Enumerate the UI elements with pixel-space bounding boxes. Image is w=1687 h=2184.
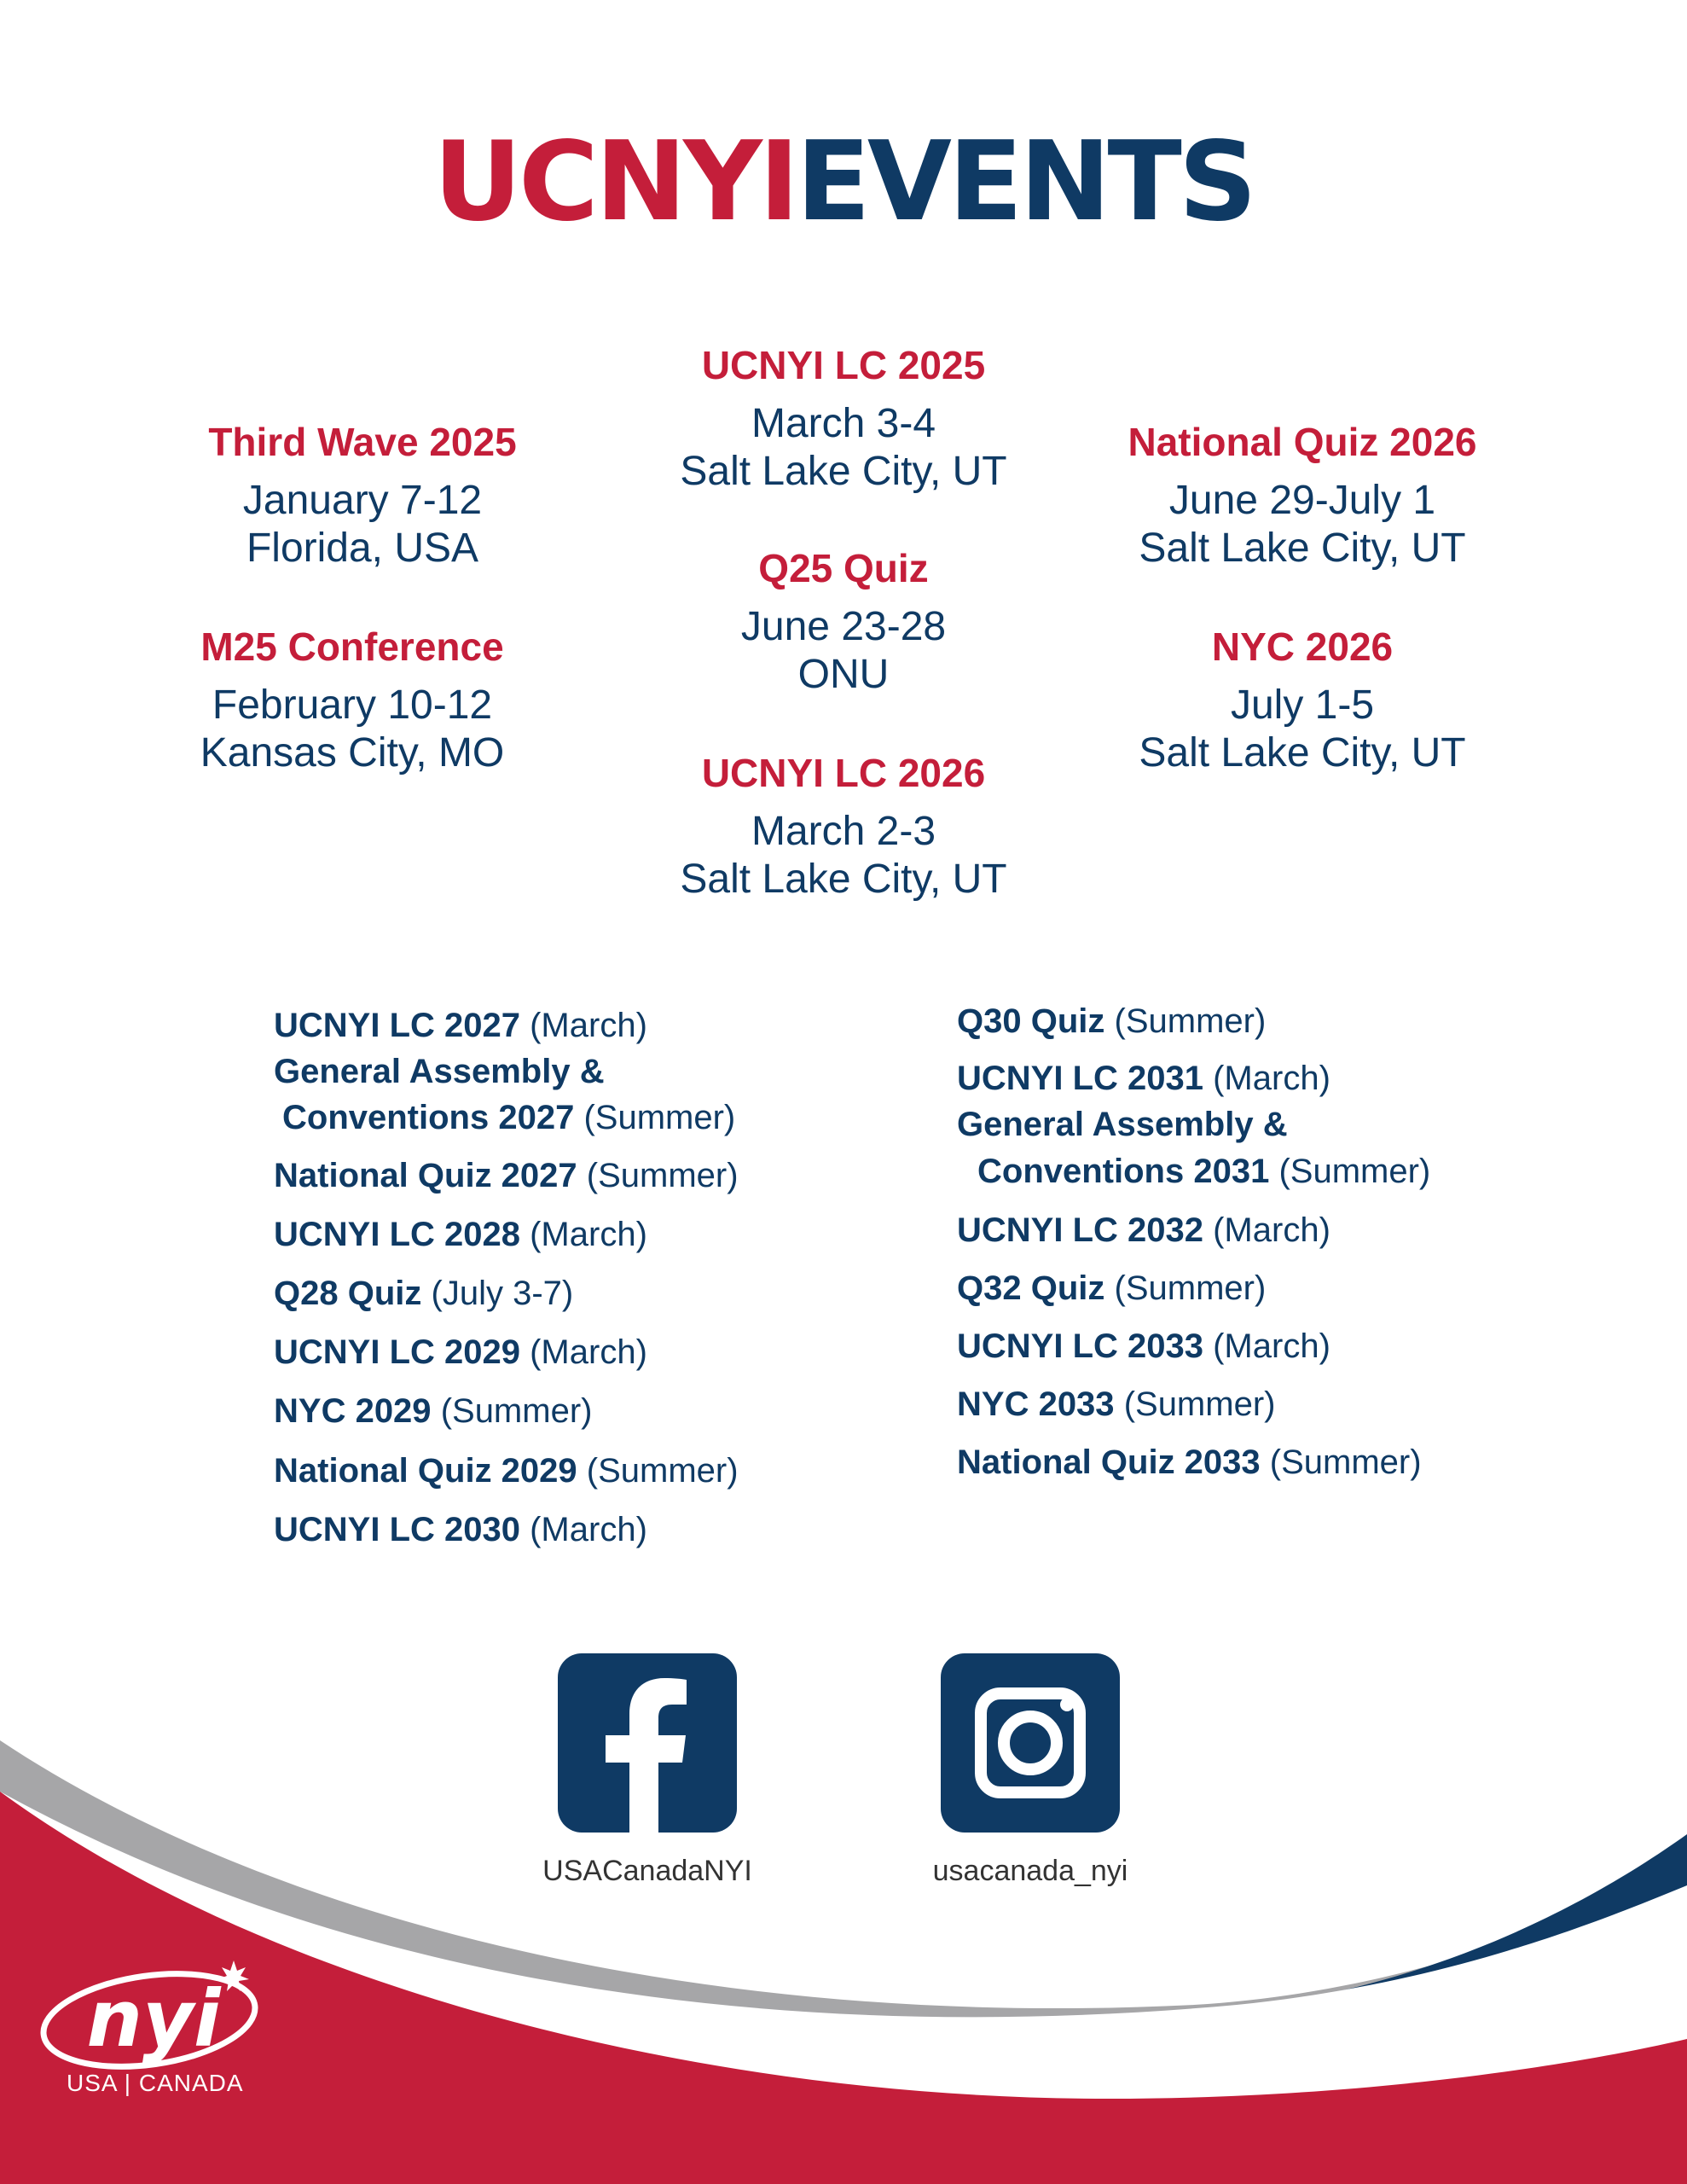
event-name: UCNYI LC 2025: [701, 343, 986, 387]
list-item: National Quiz 2033 (Summer): [957, 1443, 1422, 1481]
event-nyc-2026: [1038, 624, 1567, 777]
list-item: UCNYI LC 2028 (March): [274, 1216, 647, 1253]
list-item: UCNYI LC 2032 (March): [957, 1211, 1330, 1249]
event-location: Salt Lake City, UT: [1139, 526, 1466, 571]
event-name: Q25 Quiz: [758, 546, 929, 590]
title-events: EVENTS: [796, 119, 1254, 246]
logo-region: USA | CANADA: [67, 2070, 244, 2096]
event-location: Salt Lake City, UT: [1139, 730, 1466, 775]
list-item: Q30 Quiz (Summer): [957, 1002, 1267, 1040]
event-m25: [88, 624, 617, 777]
event-name: NYC 2026: [1211, 624, 1394, 669]
event-q25: [579, 546, 1108, 699]
list-item: Q32 Quiz (Summer): [957, 1269, 1267, 1307]
list-item: UCNYI LC 2031 (March): [957, 1060, 1330, 1097]
list-item: UCNYI LC 2033 (March): [957, 1327, 1330, 1365]
event-location: Salt Lake City, UT: [680, 449, 1007, 494]
event-date: February 10-12: [212, 682, 493, 728]
event-lc2025: [579, 343, 1108, 496]
event-name: Third Wave 2025: [208, 420, 517, 464]
instagram-handle[interactable]: usacanada_nyi: [932, 1855, 1128, 1887]
list-item: UCNYI LC 2029 (March): [274, 1333, 647, 1371]
event-lc2026: [579, 753, 1108, 903]
event-third-wave: [98, 422, 627, 572]
event-location: Salt Lake City, UT: [680, 857, 1007, 902]
event-date: June 23-28: [740, 604, 947, 649]
list-item: UCNYI LC 2030 (March): [274, 1511, 647, 1548]
page-title: [0, 119, 1687, 246]
list-item: Conventions 2031 (Summer): [977, 1153, 1431, 1190]
event-location: ONU: [797, 652, 890, 697]
list-item: NYC 2029 (Summer): [274, 1392, 593, 1430]
event-date: July 1-5: [1230, 682, 1375, 728]
event-date: March 3-4: [751, 401, 936, 446]
logo-wordmark: nyi: [86, 1973, 221, 2065]
event-name: National Quiz 2026: [1128, 420, 1477, 464]
list-item: National Quiz 2029 (Summer): [274, 1452, 739, 1490]
event-date: March 2-3: [751, 809, 936, 854]
instagram-link[interactable]: [890, 1653, 1171, 1888]
facebook-icon[interactable]: [558, 1653, 737, 1833]
list-item: NYC 2033 (Summer): [957, 1385, 1276, 1423]
list-item: Conventions 2027 (Summer): [282, 1099, 736, 1136]
facebook-link[interactable]: [507, 1653, 788, 1888]
list-item: Q28 Quiz (July 3-7): [274, 1275, 574, 1312]
event-name: M25 Conference: [200, 624, 504, 669]
list-item: UCNYI LC 2027 (March): [274, 1007, 647, 1044]
event-date: June 29-July 1: [1168, 478, 1436, 523]
event-location: Kansas City, MO: [200, 730, 505, 775]
list-item: National Quiz 2027 (Summer): [274, 1157, 739, 1194]
list-item: General Assembly &: [274, 1053, 605, 1090]
facebook-handle[interactable]: USACanadaNYI: [542, 1855, 752, 1887]
event-date: January 7-12: [242, 478, 483, 523]
title-ucnyi: UCNYI: [433, 119, 797, 246]
event-location: Florida, USA: [246, 526, 479, 571]
list-item: General Assembly &: [957, 1106, 1288, 1143]
event-national-quiz-2026: [1038, 422, 1567, 572]
nyi-logo: [26, 1954, 290, 2073]
event-name: UCNYI LC 2026: [701, 751, 986, 795]
instagram-icon[interactable]: [941, 1653, 1120, 1833]
